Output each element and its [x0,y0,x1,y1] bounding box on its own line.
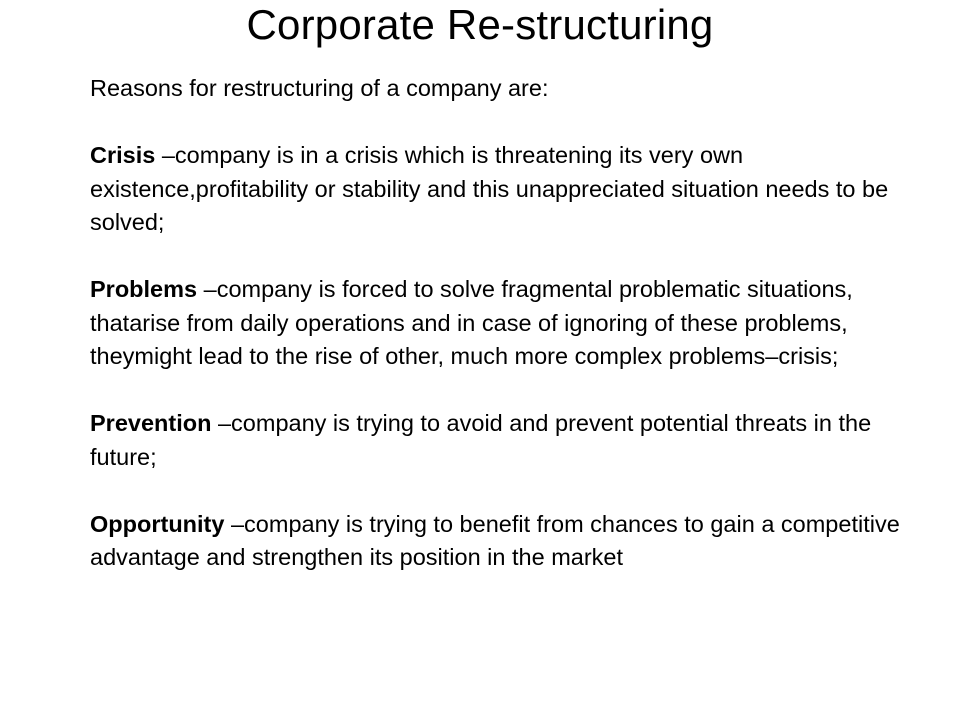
reason-term: Problems [90,276,198,302]
slide-title: Corporate Re-structuring [246,1,714,48]
reason-prevention [90,407,920,474]
intro-text: Reasons for restructuring of a company are: [90,75,549,101]
reason-description: –company is trying to avoid and prevent potential threats in the future; [90,410,872,470]
reason-description: –company is forced to solve fragmental problematic situations, thatarise from daily operations and in case of ignoring of these problems, theymight lead to the rise of other, much more complex problems–crisis; [90,276,853,369]
reason-opportunity [90,508,920,575]
reason-description: –company is trying to benefit from chances to gain a competitive advantage and strengthen its position in the market [90,510,900,570]
reason-term: Opportunity [90,510,225,537]
reason-term: Prevention [90,410,212,436]
reason-problems [90,273,920,374]
slide-body [90,72,920,575]
reason-description: –company is in a crisis which is threatening its very own existence,profitability or stability and this unappreciated situation needs to be solved; [90,142,889,235]
reason-crisis [90,139,920,240]
reason-term: Crisis [90,142,156,168]
